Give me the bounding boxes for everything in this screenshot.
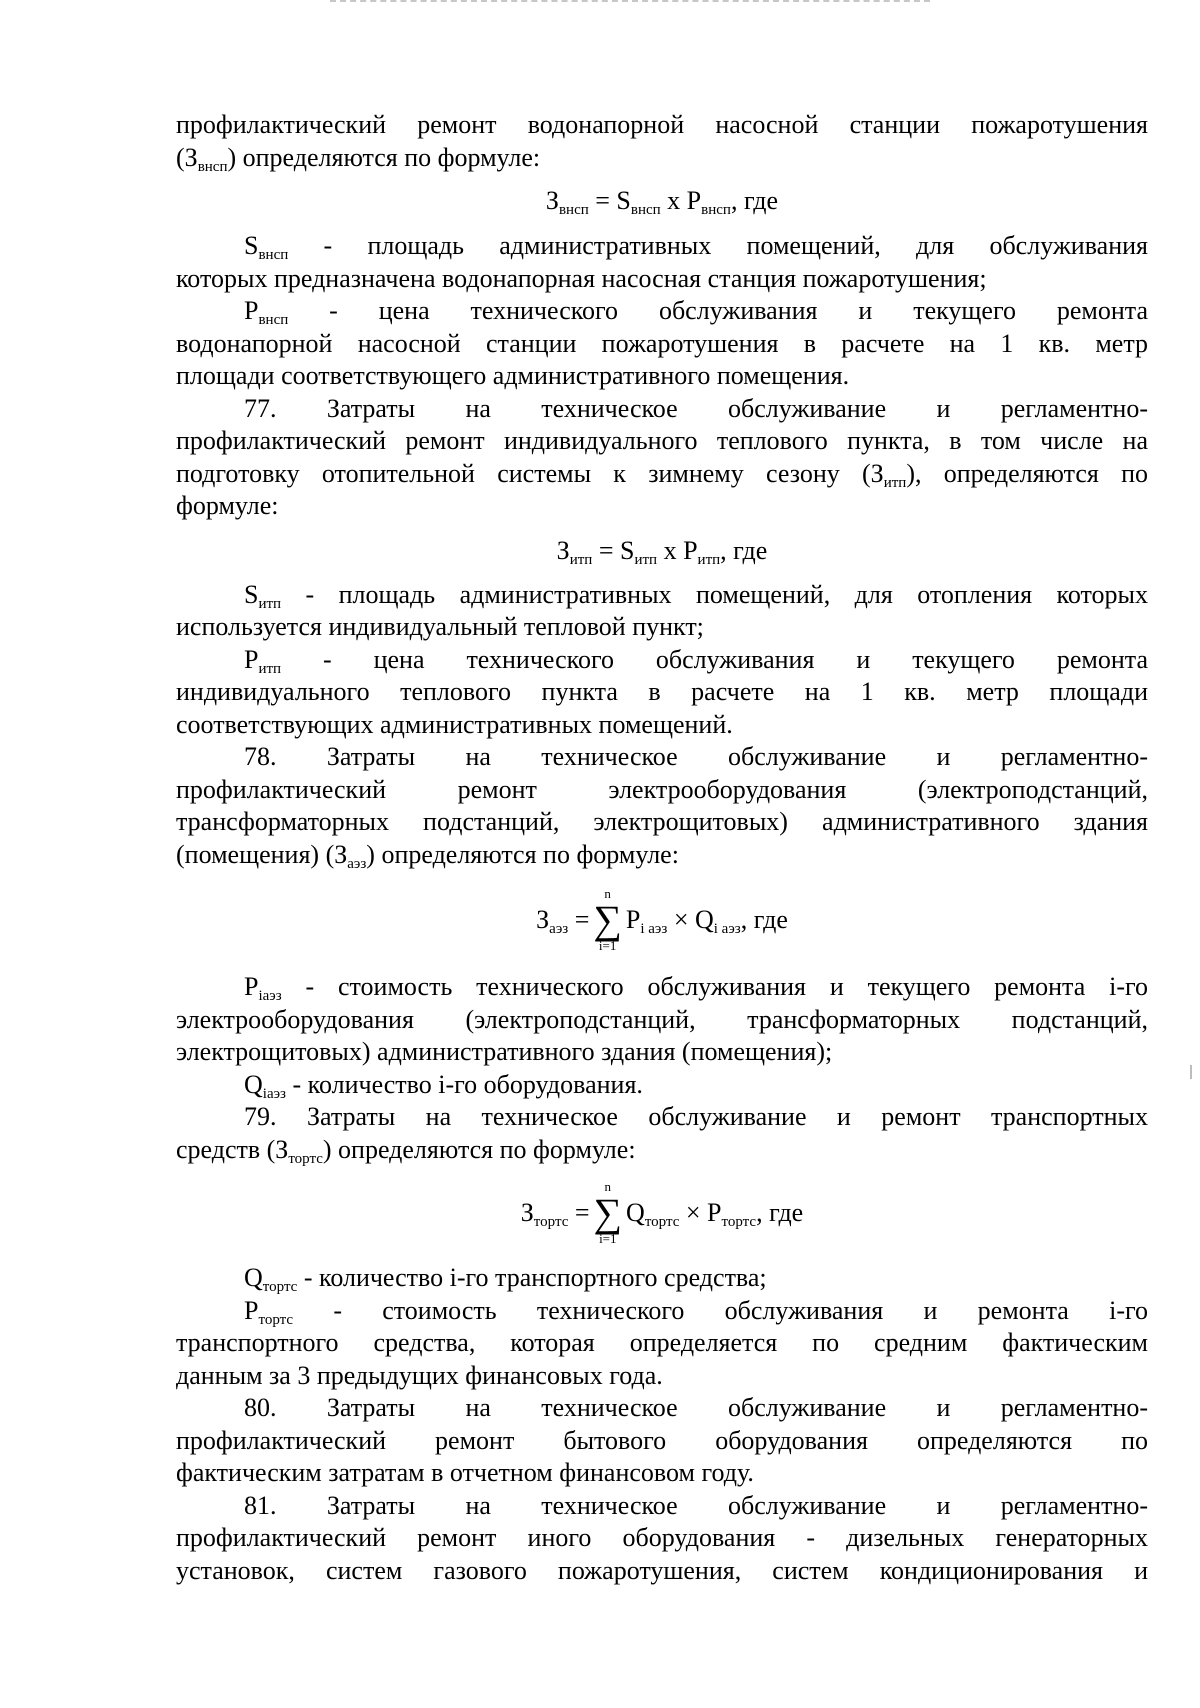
definition-line: $P_{тортс}$ - стоимость технического обслуживания и ремонта i-го: [244, 1295, 1148, 1328]
definition-line: $Q_{iаэз}$ - количество i-го оборудования.: [244, 1069, 643, 1102]
item-81-heading: 81. Затраты на техническое обслуживание и регламентно-: [244, 1490, 1148, 1520]
definition-line: $P_{iаэз}$ - стоимость технического обслуживания и текущего ремонта i-го: [244, 972, 1148, 1004]
definition-line: $P_{итп}$ - цена технического обслуживания и текущего ремонта: [244, 644, 1148, 677]
item-78-line: профилактический ремонт электрооборудования (электроподстанций,: [176, 774, 1148, 804]
definition-line: индивидуального теплового пункта в расчете на 1 кв. метр площади: [176, 677, 1148, 706]
item-80-heading: 80. Затраты на техническое обслуживание и регламентно-: [244, 1393, 1148, 1422]
definition-line: электрооборудования (электроподстанций, трансформаторных подстанций,: [176, 1004, 1148, 1034]
item-78-heading: 78. Затраты на техническое обслуживание и регламентно-: [244, 742, 1148, 771]
definition-line: электрощитовых) административного здания (помещения);: [176, 1037, 833, 1066]
definition-line: $S_{итп}$ - площадь административных помещений, для отопления которых: [244, 579, 1148, 612]
definition-line: которых предназначена водонапорная насосная станция пожаротушения;: [176, 263, 987, 293]
item-80-line: фактическим затратам в отчетном финансовом году.: [176, 1458, 754, 1487]
paragraph-line: $(З_{внсп})$ определяются по формуле:: [176, 142, 541, 175]
definition-line: $P_{внсп}$ - цена технического обслуживания и текущего ремонта: [244, 296, 1148, 328]
item-81-line: профилактический ремонт иного оборудования - дизельных генераторных: [176, 1523, 1148, 1552]
sum-sign: n ∑ i=1: [593, 1179, 623, 1246]
item-78-line: трансформаторных подстанций, электрощитовых) административного здания: [176, 807, 1148, 836]
item-81-line: установок, систем газового пожаротушения, систем кондиционирования и: [176, 1555, 1148, 1585]
item-77-heading: 77. Затраты на техническое обслуживание и регламентно-: [244, 393, 1148, 423]
definition-line: используется индивидуальный тепловой пункт;: [176, 612, 704, 641]
item-77-line: подготовку отопительной системы к зимнему сезону $(З_{итп})$, определяются по: [176, 458, 1148, 491]
item-77-line: профилактический ремонт индивидуального теплового пункта, в том числе на: [176, 426, 1148, 455]
definition-line: $Q_{тортс}$ - количество i-го транспортного средства;: [244, 1263, 767, 1295]
definition-line: $S_{внсп}$ - площадь административных помещений, для обслуживания: [244, 231, 1148, 263]
item-77-line: формуле:: [176, 491, 279, 520]
item-78-line: (помещения) $(З_{аэз})$ определяются по формуле:: [176, 839, 679, 872]
definition-line: площади соответствующего административного помещения.: [176, 361, 850, 390]
scan-artifact-top: [330, 0, 930, 8]
definition-line: соответствующих административных помещений.: [176, 709, 733, 739]
formula-aez: $З_{аэз}$ = n ∑ i=1 $P_{i аэз} \times Q_{i аэз}$, где: [536, 886, 788, 953]
definition-line: транспортного средства, которая определяется по средним фактическим: [176, 1328, 1148, 1357]
definition-line: водонапорной насосной станции пожаротушения в расчете на 1 кв. метр: [176, 328, 1148, 358]
document-body: [176, 109, 1148, 1587]
item-79-heading: 79. Затраты на техническое обслуживание и ремонт транспортных: [244, 1102, 1148, 1131]
definition-line: данным за 3 предыдущих финансовых года.: [176, 1360, 663, 1390]
sum-sign: n ∑ i=1: [593, 886, 622, 953]
item-79-line: средств $(З_{тортс})$ определяются по формуле:: [176, 1134, 636, 1167]
formula-vnsp: $З_{внсп} = S_{внсп}$ х $P_{внсп}$, где: [545, 186, 779, 218]
item-80-line: профилактический ремонт бытового оборудования определяются по: [176, 1425, 1148, 1455]
formula-tortc: $З_{тортс}$ = n ∑ i=1 $Q_{тортс} \times P_{тортс}$, где: [520, 1179, 804, 1246]
scan-artifact-edge: [1190, 1065, 1192, 1079]
paragraph-line: профилактический ремонт водонапорной насосной станции пожаротушения: [176, 110, 1148, 139]
formula-itp: $З_{итп} = S_{итп}$ х $P_{итп}$, где: [556, 535, 768, 568]
